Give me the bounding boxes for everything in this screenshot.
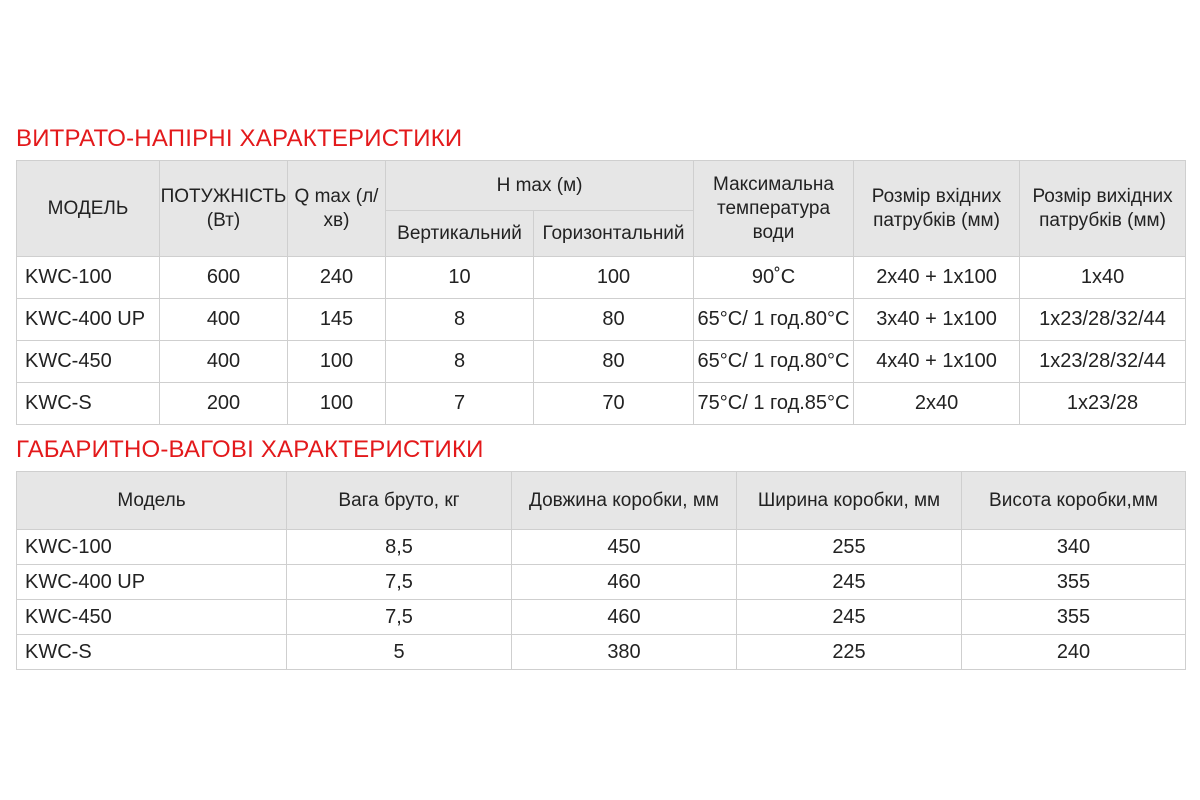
dimensions-weight-table	[16, 471, 1186, 670]
header-hmax: H max (м)	[386, 161, 694, 211]
cell-outlet: 1х23/28/32/44	[1020, 341, 1186, 383]
table-row	[17, 530, 1186, 565]
header-horizontal: Горизонтальний	[534, 211, 694, 257]
cell-qmax: 100	[288, 383, 386, 425]
section-title-flow-pressure: ВИТРАТО-НАПІРНІ ХАРАКТЕРИСТИКИ	[16, 125, 463, 152]
cell-width: 245	[737, 565, 962, 600]
cell-weight: 7,5	[287, 600, 512, 635]
cell-width: 255	[737, 530, 962, 565]
cell-temp: 65°С/ 1 год.80°С	[694, 299, 854, 341]
header-width: Ширина коробки, мм	[737, 472, 962, 530]
cell-width: 225	[737, 635, 962, 670]
cell-model: KWC-S	[17, 635, 287, 670]
header-height: Висота коробки,мм	[962, 472, 1186, 530]
cell-vertical: 7	[386, 383, 534, 425]
cell-temp: 75°С/ 1 год.85°С	[694, 383, 854, 425]
cell-horizontal: 70	[534, 383, 694, 425]
table-row	[17, 565, 1186, 600]
header-inlet-size: Розмір вхідних патрубків (мм)	[854, 161, 1020, 257]
cell-temp: 65°С/ 1 год.80°С	[694, 341, 854, 383]
cell-model: KWC-S	[17, 383, 160, 425]
header-model: Модель	[17, 472, 287, 530]
cell-horizontal: 100	[534, 257, 694, 299]
table-row	[17, 299, 1186, 341]
cell-inlet: 2х40 + 1х100	[854, 257, 1020, 299]
table-row	[17, 600, 1186, 635]
cell-outlet: 1х40	[1020, 257, 1186, 299]
cell-model: KWC-100	[17, 530, 287, 565]
cell-outlet: 1х23/28/32/44	[1020, 299, 1186, 341]
cell-qmax: 100	[288, 341, 386, 383]
table-row	[17, 341, 1186, 383]
table-row	[17, 383, 1186, 425]
cell-model: KWC-400 UP	[17, 299, 160, 341]
flow-pressure-table	[16, 160, 1186, 425]
cell-model: KWC-450	[17, 600, 287, 635]
header-weight: Вага бруто, кг	[287, 472, 512, 530]
cell-qmax: 240	[288, 257, 386, 299]
cell-power: 600	[160, 257, 288, 299]
cell-temp: 90˚С	[694, 257, 854, 299]
cell-length: 460	[512, 565, 737, 600]
cell-power: 200	[160, 383, 288, 425]
cell-vertical: 8	[386, 299, 534, 341]
section-title-dimensions-weight: ГАБАРИТНО-ВАГОВІ ХАРАКТЕРИСТИКИ	[16, 436, 484, 463]
cell-inlet: 3х40 + 1х100	[854, 299, 1020, 341]
cell-length: 460	[512, 600, 737, 635]
cell-vertical: 8	[386, 341, 534, 383]
cell-model: KWC-100	[17, 257, 160, 299]
table-row	[17, 257, 1186, 299]
cell-width: 245	[737, 600, 962, 635]
cell-model: KWC-450	[17, 341, 160, 383]
header-power: ПОТУЖНІСТЬ (Вт)	[160, 161, 288, 257]
cell-qmax: 145	[288, 299, 386, 341]
cell-horizontal: 80	[534, 341, 694, 383]
cell-horizontal: 80	[534, 299, 694, 341]
header-qmax: Q max (л/хв)	[288, 161, 386, 257]
cell-outlet: 1х23/28	[1020, 383, 1186, 425]
cell-height: 355	[962, 600, 1186, 635]
cell-height: 355	[962, 565, 1186, 600]
cell-length: 450	[512, 530, 737, 565]
header-outlet-size: Розмір вихідних патрубків (мм)	[1020, 161, 1186, 257]
cell-height: 340	[962, 530, 1186, 565]
cell-weight: 5	[287, 635, 512, 670]
header-max-temp: Максимальна температура води	[694, 161, 854, 257]
header-vertical: Вертикальний	[386, 211, 534, 257]
cell-inlet: 2х40	[854, 383, 1020, 425]
cell-weight: 8,5	[287, 530, 512, 565]
header-length: Довжина коробки, мм	[512, 472, 737, 530]
cell-height: 240	[962, 635, 1186, 670]
cell-weight: 7,5	[287, 565, 512, 600]
cell-length: 380	[512, 635, 737, 670]
cell-vertical: 10	[386, 257, 534, 299]
cell-inlet: 4х40 + 1х100	[854, 341, 1020, 383]
cell-power: 400	[160, 299, 288, 341]
cell-power: 400	[160, 341, 288, 383]
table-row	[17, 635, 1186, 670]
cell-model: KWC-400 UP	[17, 565, 287, 600]
header-model: МОДЕЛЬ	[17, 161, 160, 257]
